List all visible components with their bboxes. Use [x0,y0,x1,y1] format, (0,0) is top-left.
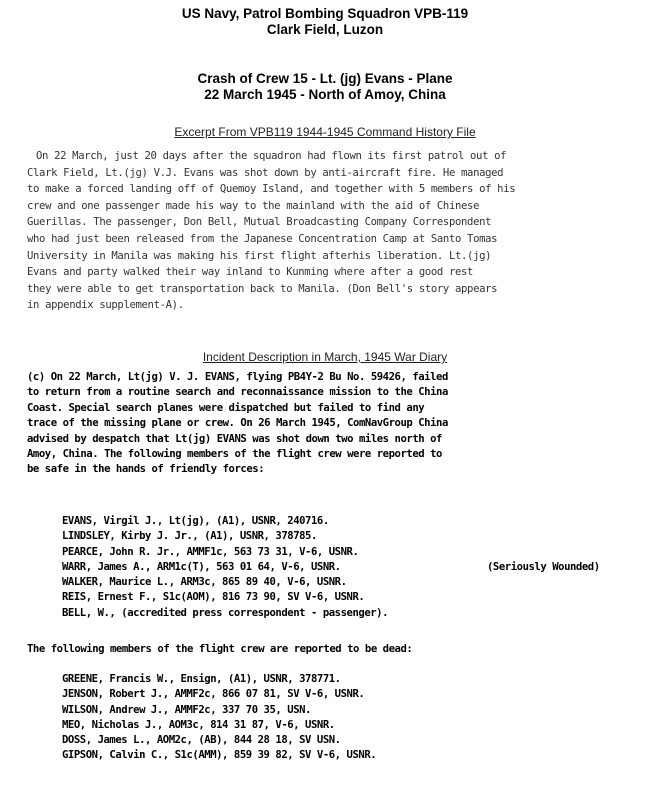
excerpt-line: who had just been released from the Japanese Concentration Camp at Santo Tomas [27,232,498,245]
seriously-wounded-note: (Seriously Wounded) [487,560,600,573]
diary-line: Amoy, China. The following members of the flight crew were reported to [27,448,442,461]
excerpt-line: University in Manila was making his first flight afterhis liberation. Lt.(jg) [27,249,492,262]
excerpt-line: in appendix supplement-A). [27,299,184,312]
dead-crew-heading: The following members of the flight crew are reported to be dead: [27,643,413,655]
diary-paragraph [27,370,642,478]
excerpt-paragraph [27,148,642,314]
crew-member: REIS, Ernest F., S1c(AOM), 816 73 90, SV V-6, USNR. [62,591,365,604]
crew-member: PEARCE, John R. Jr., AMMF1c, 563 73 31, V-6, USNR. [62,545,359,558]
excerpt-line: Clark Field, Lt.(jg) V.J. Evans was shot down by anti-aircraft fire. He managed [27,166,504,179]
diary-heading: Incident Description in March, 1945 War Diary [202,350,448,364]
crew-member: BELL, W., (accredited press correspondent - passenger). [62,606,389,619]
crew-member: EVANS, Virgil J., Lt(jg), (A1), USNR, 240716. [62,515,329,527]
crew-member: GREENE, Francis W., Ensign, (A1), USNR, 378771. [62,673,341,685]
excerpt-line: Guerillas. The passenger, Don Bell, Mutual Broadcasting Company Correspondent [27,216,492,229]
excerpt-line: to make a forced landing off of Quemoy Island, and together with 5 members of his [27,183,516,196]
safe-crew-list [62,514,600,621]
diary-line: to return from a routine search and reconnaissance mission to the China [27,386,448,399]
diary-line: advised by despatch that Lt(jg) EVANS was shot down two miles north of [27,432,442,445]
crew-member [62,560,600,575]
excerpt-heading: Excerpt From VPB119 1944-1945 Command History File [174,125,476,139]
squadron-location: Clark Field, Luzon [266,22,384,37]
excerpt-line: crew and one passenger made his way to the mainland with the aid of Chinese [27,199,480,212]
crew-member: WALKER, Maurice L., ARM3c, 865 89 40, V-6, USNR. [62,576,347,589]
crew-member-text: WARR, James A., ARM1c(T), 563 01 64, V-6, USNR. [62,560,341,573]
crew-member: GIPSON, Calvin C., S1c(AMM), 859 39 82, SV V-6, USNR. [62,749,377,762]
excerpt-line: On 22 March, just 20 days after the squadron had flown its first patrol out of [36,150,507,162]
squadron-title: US Navy, Patrol Bombing Squadron VPB-119 [181,6,469,21]
diary-line: trace of the missing plane or crew. On 26 March 1945, ComNavGroup China [27,417,448,430]
excerpt-line: Evans and party walked their way inland to Kunming where after a good rest [27,266,474,279]
crew-member: LINDSLEY, Kirby J. Jr., (A1), USNR, 378785. [62,530,317,543]
excerpt-line: they were able to get transportation back to Manila. (Don Bell's story appears [27,282,498,295]
crew-member: DOSS, James L., AOM2c, (AB), 844 28 18, SV USN. [62,734,341,747]
crash-date-location: 22 March 1945 - North of Amoy, China [204,87,446,102]
crew-member: WILSON, Andrew J., AMMF2c, 337 70 35, USN. [62,703,311,716]
diary-line: be safe in the hands of friendly forces: [27,463,265,476]
crash-title: Crash of Crew 15 - Lt. (jg) Evans - Plane [197,71,453,86]
dead-crew-list [62,672,376,764]
crew-member: JENSON, Robert J., AMMF2c, 866 07 81, SV V-6, USNR. [62,688,365,701]
crew-member: MEO, Nicholas J., AOM3c, 814 31 87, V-6, USNR. [62,718,335,731]
diary-line: Coast. Special search planes were dispatched but failed to find any [27,401,425,414]
diary-line: (c) On 22 March, Lt(jg) V. J. EVANS, flying PB4Y-2 Bu No. 59426, failed [27,371,448,383]
